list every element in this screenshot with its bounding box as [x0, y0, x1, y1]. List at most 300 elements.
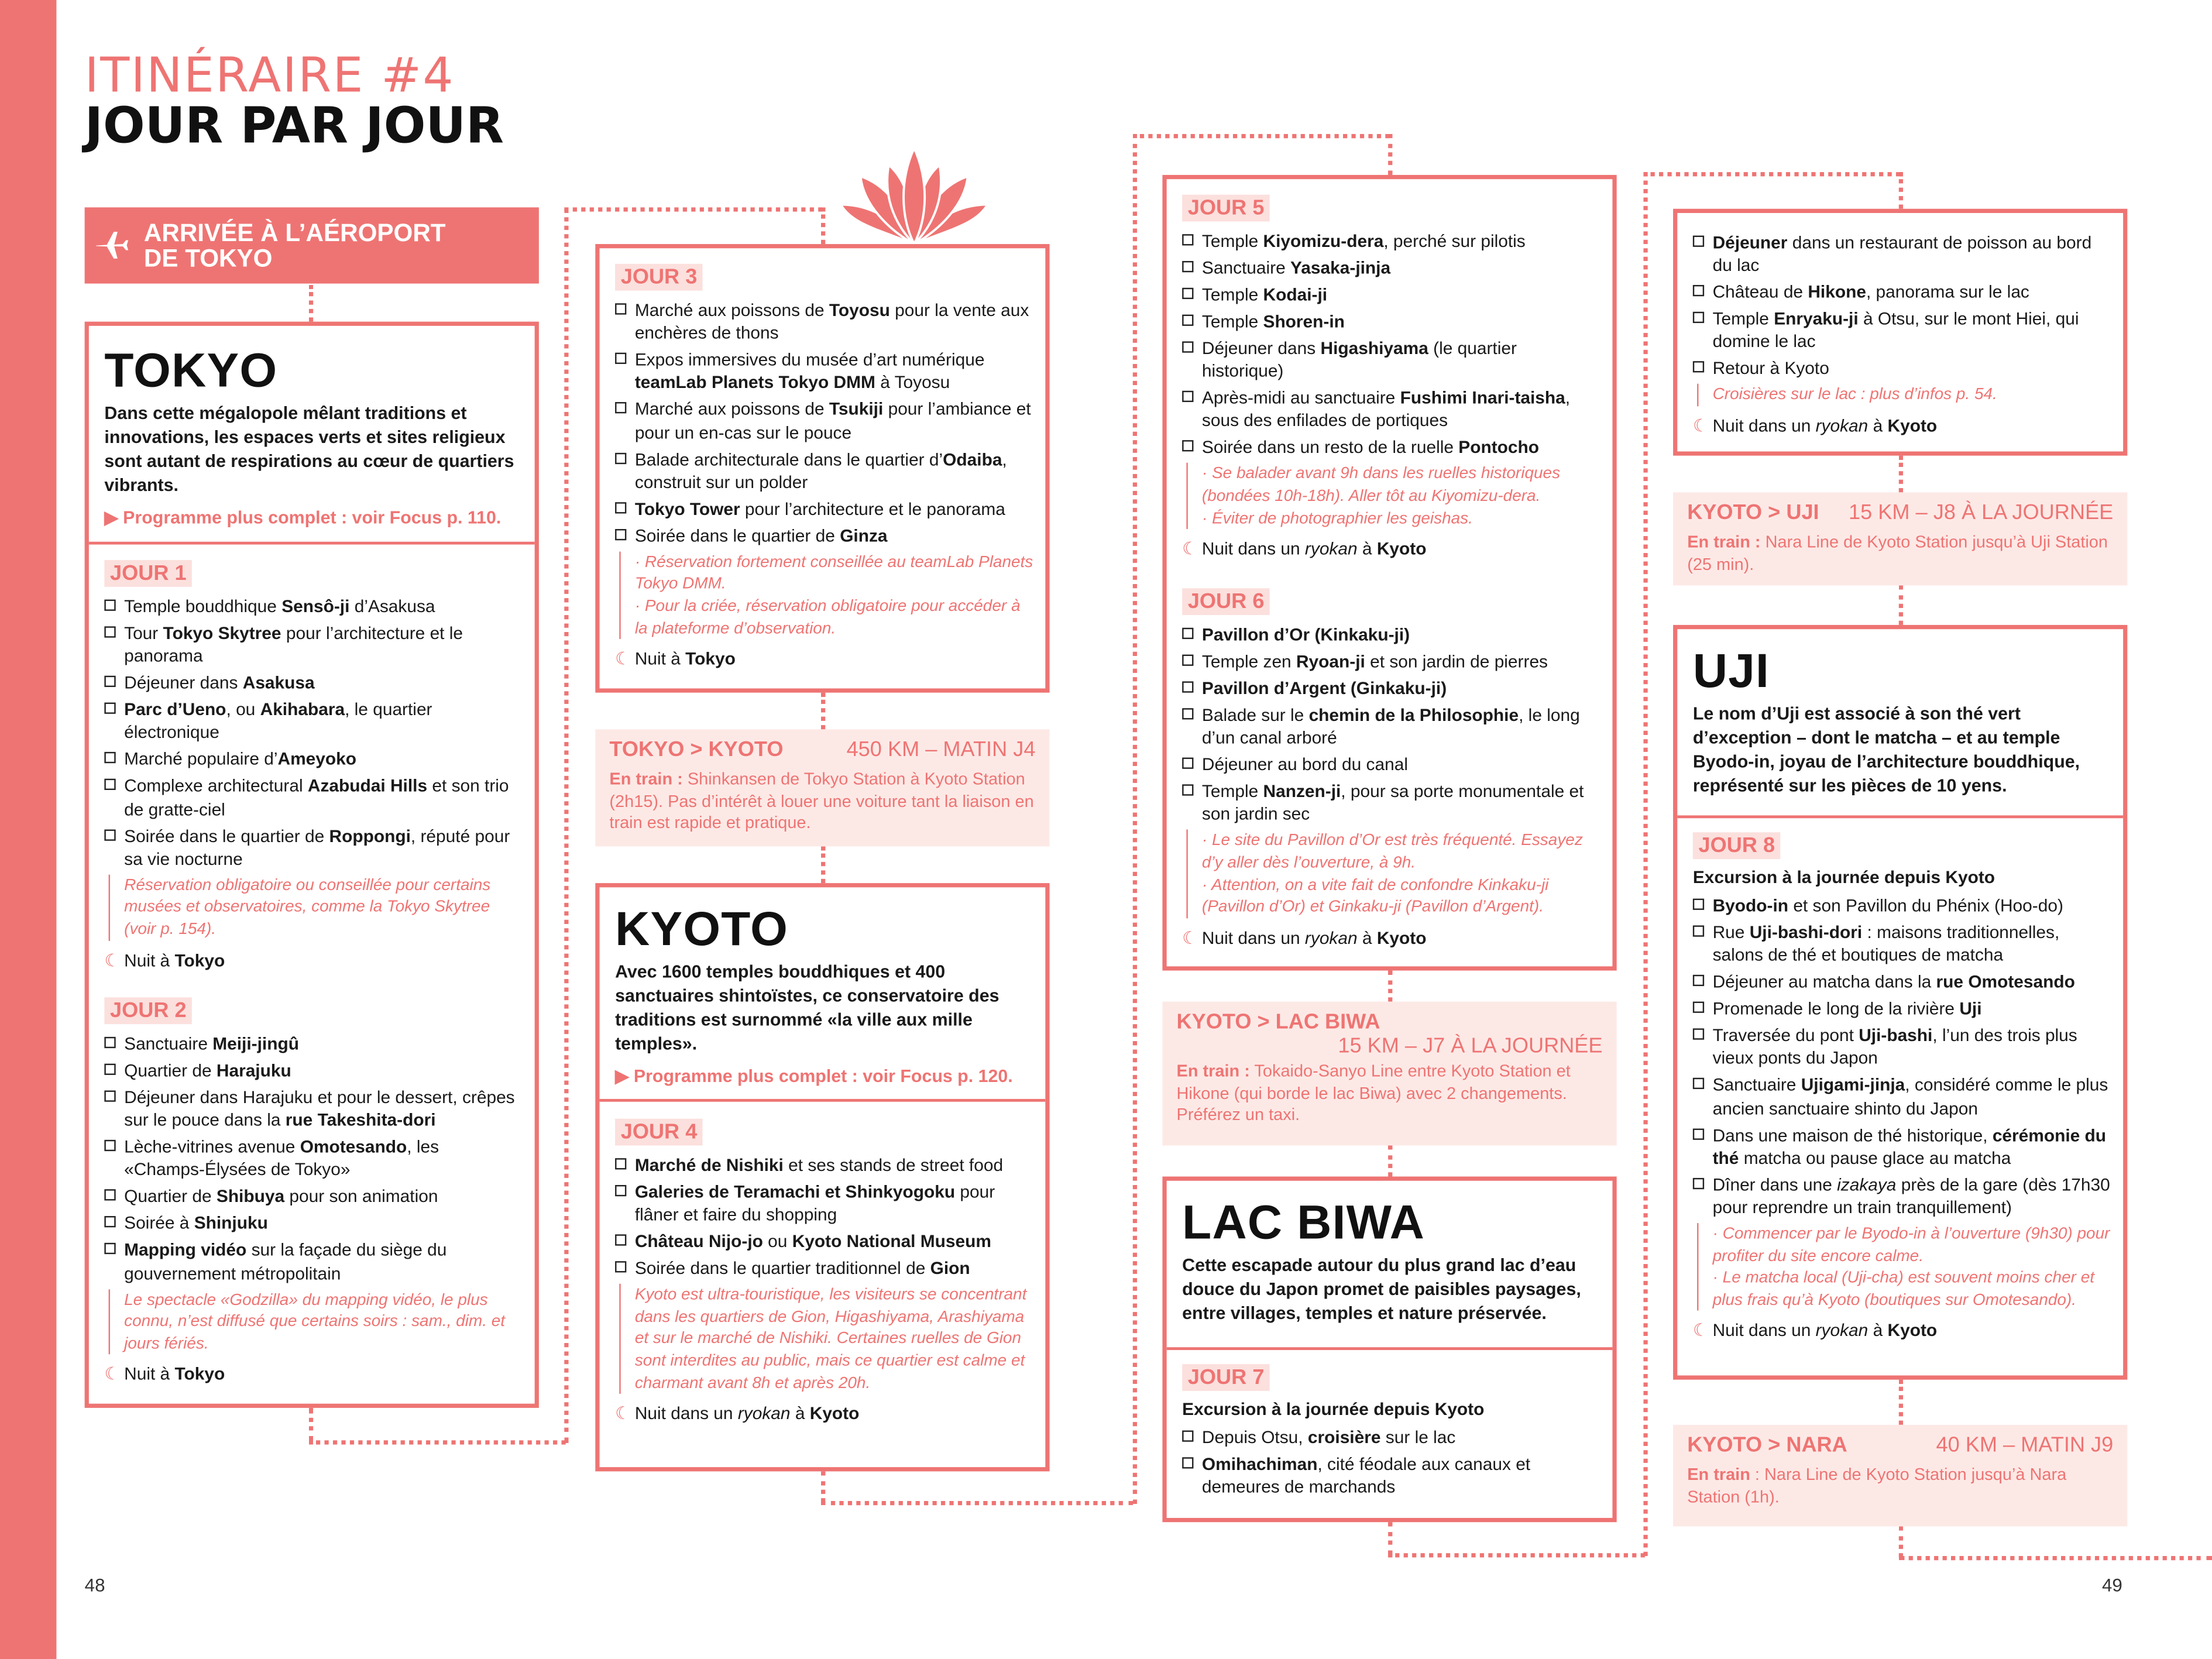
plain-text: Expos immersives du musée d’art numérique — [634, 350, 985, 370]
moon-icon: ☾ — [1692, 416, 1709, 436]
night-line — [1693, 415, 2112, 438]
night-text: Nuit à — [124, 950, 175, 970]
highlight-text: Château Nijo-jo — [634, 1232, 763, 1252]
checkbox-icon[interactable] — [615, 1262, 626, 1273]
checkbox-icon[interactable] — [104, 779, 115, 791]
connector — [821, 207, 825, 244]
highlight-text: croisière — [1307, 1427, 1381, 1448]
night-text: Nuit dans un — [1712, 1321, 1816, 1341]
divider — [1167, 1347, 1613, 1350]
plain-text: , l’un des trois plus vieux ponts du Japon — [1712, 1026, 2077, 1069]
night-text: Tokyo — [174, 950, 225, 970]
tip-text: Kyoto est ultra-touristique, les visiteurs se concentrant dans les quartiers de Gion, Higashiyama, Arashiyama et sur le marché de Nishiki. Certaines ruelles de Gion sont interdites au public, mais ce quartier est calme et charmant avant 8h et après 20h. — [634, 1285, 1027, 1392]
checklist-item — [1182, 1426, 1601, 1449]
checklist-item — [615, 299, 1034, 345]
checkbox-icon[interactable] — [615, 303, 626, 314]
plain-text: Tour — [124, 623, 163, 644]
travel-route: KYOTO > NARA — [1687, 1433, 1847, 1458]
highlight-text: Higashiyama — [1320, 338, 1428, 359]
highlight-text: Mapping vidéo — [124, 1240, 247, 1260]
checkbox-icon[interactable] — [1182, 441, 1193, 452]
checkbox-icon[interactable] — [1182, 391, 1193, 402]
connector — [309, 285, 313, 322]
night-text: Kyoto — [1887, 416, 1938, 436]
highlight-text: Kiyomizu-dera — [1263, 231, 1384, 252]
plain-text: Dîner dans une — [1712, 1174, 1837, 1195]
plain-text: Balade architecturale dans le quartier d’ — [634, 449, 943, 469]
highlight-text: Déjeuner — [1712, 232, 1788, 253]
plain-text: , le long d’un canal arboré — [1201, 705, 1580, 748]
moon-icon: ☾ — [1692, 1321, 1709, 1341]
plain-text: Temple zen — [1201, 651, 1296, 672]
moon-icon: ☾ — [615, 1404, 631, 1424]
checkbox-icon[interactable] — [1693, 1128, 1704, 1139]
connector — [1899, 1556, 2212, 1560]
plain-text: pour l’architecture et le panorama — [124, 623, 463, 667]
checklist-item — [104, 1213, 523, 1235]
night-text: Kyoto — [1376, 539, 1427, 559]
checkbox-icon[interactable] — [104, 676, 115, 687]
checkbox-icon[interactable] — [1693, 975, 1704, 986]
checklist-item — [615, 1257, 1034, 1280]
highlight-text: izakaya — [1837, 1174, 1897, 1195]
travel-distance: 40 KM – MATIN J9 — [1936, 1433, 2114, 1458]
checklist-item — [1182, 650, 1601, 673]
checkbox-icon[interactable] — [1693, 312, 1704, 323]
tip-text: Croisières sur le lac : plus d’infos p. 54. — [1712, 386, 1997, 404]
highlight-text: Ujigami-jinja — [1801, 1075, 1905, 1095]
page-number-right: 49 — [2101, 1574, 2122, 1596]
plain-text: , cité féodale aux canaux et demeures de marchands — [1201, 1454, 1531, 1497]
plain-text: Sanctuaire — [1201, 258, 1291, 278]
plain-text: à Otsu, sur le mont Hiei, qui domine le lac — [1712, 309, 2079, 352]
plain-text: près de la gare (dès 17h30 pour reprendre un train tranquillement) — [1712, 1174, 2110, 1218]
highlight-text: Uji — [1959, 999, 1982, 1019]
highlight-text: Gion — [930, 1258, 970, 1279]
checkbox-icon[interactable] — [1693, 1029, 1704, 1040]
day-subtitle: Excursion à la journée depuis Kyoto — [1182, 1399, 1485, 1420]
night-text: à — [1357, 539, 1377, 559]
plain-text: pour son animation — [284, 1187, 438, 1207]
plain-text: Déjeuner au matcha dans la — [1712, 972, 1936, 992]
plain-text: , réputé pour sa vie nocturne — [124, 826, 510, 869]
checkbox-icon[interactable] — [615, 1158, 626, 1169]
plain-text: Déjeuner dans Harajuku et pour le dessert, crêpes sur le pouce dans la — [124, 1087, 515, 1131]
travel-route: KYOTO > LAC BIWA — [1176, 1010, 1380, 1035]
checkbox-icon[interactable] — [615, 529, 626, 540]
checklist-item — [615, 498, 1034, 521]
highlight-text: rue Takeshita-dori — [285, 1110, 436, 1131]
tip-text: · Réservation fortement conseillée au teamLab Planets Tokyo DMM. — [634, 552, 1033, 593]
connector — [564, 207, 568, 1443]
checkbox-icon[interactable] — [104, 1064, 115, 1075]
city-intro: Dans cette mégalopole mêlant traditions et innovations, les espaces verts et sites religieux sont autant de respirations au cœur de quartiers vibrants. — [104, 403, 514, 496]
highlight-text: Galeries de Teramachi et Shinkyogoku — [634, 1182, 956, 1202]
checklist-item — [104, 1136, 523, 1181]
checkbox-icon[interactable] — [615, 1185, 626, 1196]
night-text: Nuit dans un — [1201, 928, 1305, 948]
day-list — [1182, 1426, 1601, 1499]
checkbox-icon[interactable] — [1182, 628, 1193, 639]
checkbox-icon[interactable] — [1182, 708, 1193, 719]
plain-text: et son jardin de pierres — [1365, 651, 1548, 672]
checkbox-icon[interactable] — [1182, 261, 1193, 272]
day-list — [1693, 894, 2112, 1219]
plain-text: (le quartier historique) — [1201, 338, 1517, 382]
checklist-item — [1182, 437, 1601, 459]
highlight-text: Parc d’Ueno — [124, 700, 226, 720]
checkbox-icon[interactable] — [104, 1244, 115, 1255]
tip-note — [1697, 384, 2112, 407]
checkbox-icon[interactable] — [1182, 1457, 1193, 1468]
checklist-item — [1182, 624, 1601, 647]
moon-icon: ☾ — [104, 950, 121, 970]
highlight-text: Enryaku-ji — [1774, 309, 1859, 329]
tip-note — [1186, 830, 1601, 918]
checkbox-icon[interactable] — [615, 353, 626, 364]
city-intro: Cette escapade autour du plus grand lac d’eau douce du Japon promet de paisibles paysages, entre villages, temples et nature préservée. — [1182, 1255, 1581, 1324]
night-line — [104, 949, 523, 971]
plain-text: Déjeuner dans — [1201, 338, 1321, 359]
checklist-item — [1182, 704, 1601, 750]
city-title: LAC BIWA — [1182, 1196, 1426, 1250]
highlight-text: Roppongi — [329, 826, 411, 846]
travel-route: TOKYO > KYOTO — [609, 737, 784, 762]
checkbox-icon[interactable] — [1182, 758, 1193, 769]
checklist-item — [1693, 971, 2112, 994]
plain-text: sur la façade du siège du gouvernement métropolitain — [124, 1240, 447, 1283]
night-text: Tokyo — [174, 1365, 225, 1385]
highlight-text: Ryoan-ji — [1296, 651, 1365, 672]
moon-icon: ☾ — [1182, 928, 1198, 948]
night-text: Kyoto — [1887, 1321, 1938, 1341]
checkbox-icon[interactable] — [104, 1037, 115, 1048]
plain-text: Soirée dans le quartier traditionnel de — [634, 1258, 930, 1279]
highlight-text: Fushimi Inari-taisha — [1400, 388, 1565, 408]
plain-text: , panorama sur le lac — [1866, 282, 2029, 303]
travel-distance: 450 KM – MATIN J4 — [846, 737, 1036, 762]
highlight-text: cérémonie du thé — [1712, 1125, 2107, 1168]
checklist-item — [1693, 1074, 2112, 1120]
highlight-text: Harajuku — [216, 1060, 291, 1081]
city-intro: Le nom d’Uji est associé à son thé vert d’exception – dont le matcha – et au temple Byodo-in, joyau de l’architecture bouddhique, représenté sur les pièces de 10 yens. — [1692, 703, 2080, 796]
plain-text: Retour à Kyoto — [1712, 359, 1829, 379]
day-badge: JOUR 6 — [1182, 588, 1270, 615]
highlight-text: Pavillon d’Argent (Ginkaku-ji) — [1201, 678, 1447, 699]
plain-text: Complexe architectural — [124, 776, 308, 796]
checklist-item — [104, 595, 523, 618]
day-badge: JOUR 8 — [1693, 832, 1781, 859]
checklist-item — [1182, 781, 1601, 826]
tip-text: Réservation obligatoire ou conseillée pour certains musées et observatoires, comme la Tokyo Skytree (voir p. 154). — [124, 875, 491, 939]
tip-text: · Le site du Pavillon d’Or est très fréquenté. Essayez d’y aller dès l’ouverture, à 9h. — [1201, 831, 1583, 872]
tip-text: · Le matcha local (Uji-cha) est souvent moins cher et plus frais qu’à Kyoto (boutiques sur Omotesando). — [1712, 1268, 2095, 1309]
night-line — [1182, 926, 1601, 949]
tip-text: · Pour la criée, réservation obligatoire pour accéder à la plateforme d’observation. — [634, 596, 1021, 637]
checklist-item — [104, 775, 523, 820]
plain-text: Marché aux poissons de — [634, 300, 829, 321]
checklist-item — [1693, 998, 2112, 1021]
night-line — [615, 648, 1034, 671]
divider — [600, 1099, 1046, 1102]
travel-text: En train : Nara Line de Kyoto Station jusqu’à Uji Station (25 min). — [1687, 531, 2108, 574]
checklist-item — [615, 524, 1034, 547]
checklist-item — [104, 825, 523, 870]
day-list — [1182, 230, 1601, 459]
divider — [1677, 815, 2123, 818]
highlight-text: Asakusa — [242, 673, 315, 693]
night-text: Nuit dans un — [1201, 539, 1305, 559]
checklist-item — [104, 699, 523, 744]
checklist-item — [104, 672, 523, 695]
highlight-text: Yasaka-jinja — [1290, 258, 1391, 278]
checkbox-icon[interactable] — [1182, 288, 1193, 299]
moon-icon: ☾ — [615, 649, 631, 669]
plain-text: Soirée dans un resto de la ruelle — [1201, 438, 1459, 458]
lac-biwa-card — [1162, 1177, 1616, 1523]
checklist-item — [1693, 921, 2112, 967]
checkbox-icon[interactable] — [1693, 925, 1704, 936]
uji-card — [1673, 625, 2127, 1380]
checkbox-icon[interactable] — [104, 1217, 115, 1228]
highlight-text: Odaiba — [943, 449, 1002, 469]
highlight-text: Kyoto National Museum — [792, 1232, 991, 1252]
highlight-text: Pavillon d’Or (Kinkaku-ji) — [1201, 624, 1410, 645]
night-text: Nuit à — [124, 1365, 175, 1385]
plain-text: , ou — [226, 700, 260, 720]
plain-text: Dans une maison de thé historique, — [1712, 1125, 1993, 1145]
tip-note — [619, 1284, 1034, 1394]
checklist-item — [615, 399, 1034, 444]
highlight-text: Kodai-ji — [1263, 284, 1328, 305]
title-line-2: JOUR PAR JOUR — [84, 98, 504, 156]
checkbox-icon[interactable] — [1182, 234, 1193, 245]
travel-kyoto-nara — [1673, 1425, 2127, 1527]
checklist-item — [1693, 1025, 2112, 1070]
highlight-text: Azabudai Hills — [307, 776, 428, 796]
night-text: à — [1868, 1321, 1888, 1341]
night-text: Nuit à — [634, 649, 686, 669]
checkbox-icon[interactable] — [1693, 1078, 1704, 1090]
checkbox-icon[interactable] — [104, 1190, 115, 1201]
plain-text: Marché aux poissons de — [634, 400, 829, 420]
checklist-item — [1693, 1124, 2112, 1169]
highlight-text: Hikone — [1808, 282, 1866, 303]
connector — [821, 846, 825, 883]
city-title: TOKYO — [104, 344, 278, 398]
checkbox-icon[interactable] — [1693, 1177, 1704, 1189]
title-line-1: ITINÉRAIRE #4 — [84, 47, 455, 105]
checklist-item — [615, 448, 1034, 494]
night-text: ryokan — [1815, 1321, 1868, 1341]
checkbox-icon[interactable] — [104, 1090, 115, 1101]
travel-distance: 15 KM – J8 À LA JOURNÉE — [1849, 500, 2114, 525]
checkbox-icon[interactable] — [104, 1140, 115, 1151]
checkbox-icon[interactable] — [1182, 655, 1193, 666]
day-badge: JOUR 5 — [1182, 195, 1270, 222]
checkbox-icon[interactable] — [1693, 236, 1704, 247]
connector — [821, 693, 825, 730]
plain-text: pour flâner et faire du shopping — [634, 1182, 995, 1225]
plain-text: matcha ou pause glace au matcha — [1739, 1148, 2011, 1168]
night-text: Nuit dans un — [634, 1404, 738, 1424]
checklist-item — [615, 1181, 1034, 1227]
travel-kyoto-biwa — [1162, 1002, 1616, 1146]
airplane-icon — [93, 226, 130, 263]
night-text: ryokan — [1304, 928, 1358, 948]
day5-6-card — [1162, 175, 1616, 971]
travel-kyoto-uji — [1673, 492, 2127, 585]
checkbox-icon[interactable] — [615, 1235, 626, 1246]
plain-text: sur le lac — [1380, 1427, 1456, 1448]
plain-text: Rue — [1712, 922, 1750, 943]
checkbox-icon[interactable] — [104, 600, 115, 611]
connector — [1388, 1145, 1392, 1176]
plain-text: Promenade le long de la rivière — [1712, 999, 1960, 1019]
checkbox-icon[interactable] — [104, 626, 115, 637]
plain-text: , construit sur un polder — [634, 449, 1007, 492]
tip-note — [109, 874, 524, 940]
night-text: ryokan — [1304, 539, 1358, 559]
plain-text: pour l’ambiance et pour un en-cas sur le pouce — [634, 400, 1031, 443]
checklist-item — [1182, 230, 1601, 253]
highlight-text: Uji-bashi-dori — [1749, 922, 1863, 943]
checkbox-icon[interactable] — [1693, 899, 1704, 910]
checklist-item — [1182, 257, 1601, 280]
checkbox-icon[interactable] — [1693, 1002, 1704, 1013]
checkbox-icon[interactable] — [1182, 341, 1193, 352]
highlight-text: Shinjuku — [194, 1214, 268, 1234]
travel-text: En train : Nara Line de Kyoto Station jusqu’à Nara Station (1h). — [1687, 1464, 2067, 1506]
plain-text: ou — [762, 1232, 792, 1252]
program-link[interactable]: ▶ Programme plus complet : voir Focus p. 110. — [104, 507, 502, 528]
checkbox-icon[interactable] — [615, 403, 626, 414]
plain-text: Depuis Otsu, — [1201, 1427, 1308, 1448]
checklist-item — [104, 1086, 523, 1132]
night-text: ryokan — [1815, 416, 1868, 436]
city-title: KYOTO — [615, 902, 789, 957]
plain-text: Déjeuner dans — [124, 673, 243, 693]
checkbox-icon[interactable] — [1693, 362, 1704, 373]
night-text: Tokyo — [685, 649, 736, 669]
checklist-item — [104, 1059, 523, 1082]
connector — [1899, 1526, 1903, 1557]
checkbox-icon[interactable] — [104, 703, 115, 714]
night-text: ryokan — [737, 1404, 791, 1424]
plain-text: Quartier de — [124, 1060, 217, 1081]
checkbox-icon[interactable] — [1182, 1430, 1193, 1441]
night-line — [104, 1363, 523, 1386]
tip-note — [109, 1289, 524, 1355]
connector — [564, 207, 822, 211]
highlight-text: teamLab Planets Tokyo DMM — [634, 373, 875, 393]
checklist-item — [1182, 1453, 1601, 1499]
tip-text: · Commencer par le Byodo-in à l’ouverture (9h30) pour profiter du site encore calme. — [1712, 1224, 2110, 1265]
checklist-item — [1693, 358, 2112, 380]
checkbox-icon[interactable] — [1182, 315, 1193, 326]
night-text: à — [1868, 416, 1888, 436]
highlight-text: Toyosu — [829, 300, 890, 321]
day-badge: JOUR 3 — [615, 264, 703, 291]
plain-text: et son Pavillon du Phénix (Hoo-do) — [1788, 895, 2063, 916]
day-badge: JOUR 1 — [104, 560, 192, 587]
plain-text: et son trio de gratte-ciel — [124, 776, 509, 819]
checkbox-icon[interactable] — [1182, 681, 1193, 692]
plain-text: Sanctuaire — [1712, 1075, 1801, 1095]
connector — [821, 1471, 825, 1502]
travel-text: En train : Tokaido-Sanyo Line entre Kyoto Station et Hikone (qui borde le lac Biwa) avec 2 changements. Préférez un taxi. — [1176, 1060, 1571, 1125]
checkbox-icon[interactable] — [104, 753, 115, 764]
checklist-item — [1182, 677, 1601, 700]
night-line — [1182, 538, 1601, 561]
plain-text: dans un restaurant de poisson au bord du lac — [1712, 232, 2092, 276]
plain-text: Balade sur le — [1201, 705, 1309, 726]
plain-text: Temple — [1201, 311, 1263, 332]
night-line — [1693, 1320, 2112, 1342]
checklist-item — [1182, 387, 1601, 432]
plain-text: pour l’architecture et le panorama — [740, 499, 1005, 519]
moon-icon: ☾ — [104, 1365, 121, 1385]
night-text: à — [1357, 928, 1377, 948]
plain-text: Quartier de — [124, 1187, 217, 1207]
highlight-text: Tokyo Tower — [634, 499, 740, 519]
day-list — [1693, 231, 2112, 380]
connector — [1643, 172, 1647, 1556]
day7-continued-card — [1673, 209, 2127, 456]
checkbox-icon[interactable] — [615, 452, 626, 463]
city-title: UJI — [1692, 644, 1770, 699]
plain-text: : maisons traditionnelles, salons de thé et boutiques de matcha — [1712, 922, 2060, 966]
highlight-text: Meiji-jingû — [212, 1034, 299, 1054]
night-line — [615, 1403, 1034, 1426]
tokyo-card — [85, 322, 539, 1408]
tip-text: Le spectacle «Godzilla» du mapping vidéo, le plus connu, n’est diffusé que certains soirs : sam., dim. et jours fériés. — [124, 1290, 506, 1353]
checklist-item — [104, 748, 523, 771]
checkbox-icon[interactable] — [1693, 285, 1704, 296]
night-text: Kyoto — [809, 1404, 860, 1424]
checkbox-icon[interactable] — [1182, 785, 1193, 796]
checklist-item — [104, 622, 523, 668]
checklist-item — [615, 349, 1034, 394]
highlight-text: Shibuya — [216, 1187, 285, 1207]
program-link[interactable]: ▶ Programme plus complet : voir Focus p. 120. — [615, 1066, 1013, 1087]
day-list — [104, 595, 523, 870]
plain-text: Déjeuner au bord du canal — [1201, 755, 1408, 775]
checklist-item — [1693, 231, 2112, 277]
connector — [1133, 134, 1137, 1504]
tip-text: · Se balader avant 9h dans les ruelles historiques (bondées 10h-18h). Aller tôt au Kiyomizu-dera. — [1201, 465, 1561, 506]
plain-text: à Toyosu — [875, 373, 950, 393]
night-text: Kyoto — [1376, 928, 1427, 948]
connector — [1899, 172, 1903, 209]
checklist-item — [1182, 337, 1601, 383]
checklist-item — [615, 1154, 1034, 1177]
connector — [1388, 1522, 1392, 1554]
checklist-item — [104, 1186, 523, 1208]
day-badge: JOUR 4 — [615, 1119, 703, 1146]
highlight-text: Omotesando — [300, 1137, 407, 1157]
plain-text: Soirée dans le quartier de — [124, 826, 329, 846]
plain-text: Temple — [1201, 782, 1263, 802]
day-badge: JOUR 7 — [1182, 1364, 1270, 1391]
lotus-icon — [838, 145, 990, 247]
plain-text: , les «Champs-Élysées de Tokyo» — [124, 1137, 439, 1180]
plain-text: Château de — [1712, 282, 1808, 303]
plain-text: Marché populaire d’ — [124, 750, 278, 770]
checkbox-icon[interactable] — [615, 502, 626, 513]
checkbox-icon[interactable] — [104, 829, 115, 840]
highlight-text: Shoren-in — [1263, 311, 1345, 332]
